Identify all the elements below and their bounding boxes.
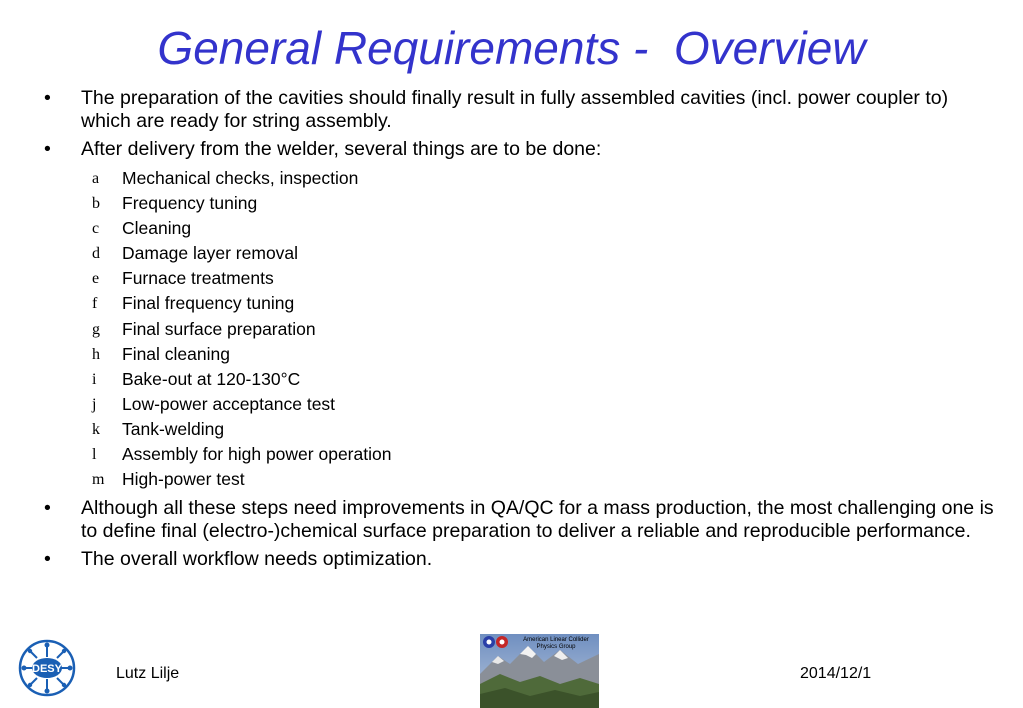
step-item xyxy=(44,291,994,316)
step-text: Low-power acceptance test xyxy=(122,393,336,414)
step-text: Final surface preparation xyxy=(122,318,316,339)
step-text: High-power test xyxy=(122,469,245,490)
step-text: Mechanical checks, inspection xyxy=(122,168,359,188)
step-letter: b xyxy=(92,195,100,213)
step-letter: h xyxy=(92,345,100,363)
step-text: Assembly for high power operation xyxy=(122,444,392,465)
step-text: Damage layer removal xyxy=(122,243,299,264)
bullet-item xyxy=(44,497,994,543)
step-letter: l xyxy=(92,446,97,464)
step-item xyxy=(44,266,994,291)
step-item xyxy=(44,342,994,367)
step-item xyxy=(44,392,994,417)
step-letter: f xyxy=(92,295,98,313)
step-letter: a xyxy=(92,170,100,187)
bullet-text: The overall workflow needs optimization. xyxy=(81,548,433,571)
step-text: Tank-welding xyxy=(122,418,225,439)
alcpg-photo-logo xyxy=(480,634,599,708)
bullet-marker: • xyxy=(44,548,51,571)
photo-logo-caption: American Linear Collider Physics Group xyxy=(523,637,589,650)
step-item xyxy=(44,317,994,342)
step-letter: i xyxy=(92,370,97,388)
footer-author: Lutz Lilje xyxy=(116,665,180,682)
bullet-marker: • xyxy=(44,87,51,109)
step-letter: j xyxy=(92,395,97,413)
bullet-marker: • xyxy=(44,138,51,160)
step-text: Frequency tuning xyxy=(122,193,258,214)
step-letter: k xyxy=(92,420,100,438)
step-text: Final frequency tuning xyxy=(122,293,295,314)
step-text: Cleaning xyxy=(122,218,192,239)
desy-logo-icon xyxy=(18,639,76,697)
step-text: Final cleaning xyxy=(122,343,230,364)
step-letter: e xyxy=(92,270,100,288)
desy-logo xyxy=(18,639,76,697)
step-item xyxy=(44,216,994,241)
bullet-text: The preparation of the cavities should finally result in fully assembled cavities (incl. power coupler to) which are ready for string assembly. xyxy=(81,87,949,132)
step-letter: m xyxy=(92,471,105,489)
step-item xyxy=(44,191,994,216)
bullet-text: After delivery from the welder, several things are to be done: xyxy=(81,138,602,160)
step-item xyxy=(44,241,994,266)
step-item xyxy=(44,467,994,492)
footer-date: 2014/12/1 xyxy=(800,665,872,682)
bullet-text: Although all these steps need improvements in QA/QC for a mass production, the most challenging one is to define final (electro-)chemical surface preparation to deliver a reliable and reproducible performance. xyxy=(81,497,994,543)
step-item xyxy=(44,442,994,467)
bullet-item xyxy=(44,87,994,133)
step-item xyxy=(44,367,994,392)
bullet-item xyxy=(44,548,994,571)
slide-title: General Requirements - Overview xyxy=(157,22,866,74)
step-letter: c xyxy=(92,220,100,238)
step-item xyxy=(44,166,994,191)
step-letter: d xyxy=(92,245,100,263)
steps-list xyxy=(44,166,994,492)
step-text: Bake-out at 120-130°C xyxy=(122,368,301,389)
step-letter: g xyxy=(92,320,100,338)
step-item xyxy=(44,417,994,442)
bullet-marker: • xyxy=(44,497,51,520)
slide-content xyxy=(44,87,994,576)
bullet-item xyxy=(44,138,994,161)
step-text: Furnace treatments xyxy=(122,268,274,289)
desy-logo-text: DESY xyxy=(32,663,62,675)
